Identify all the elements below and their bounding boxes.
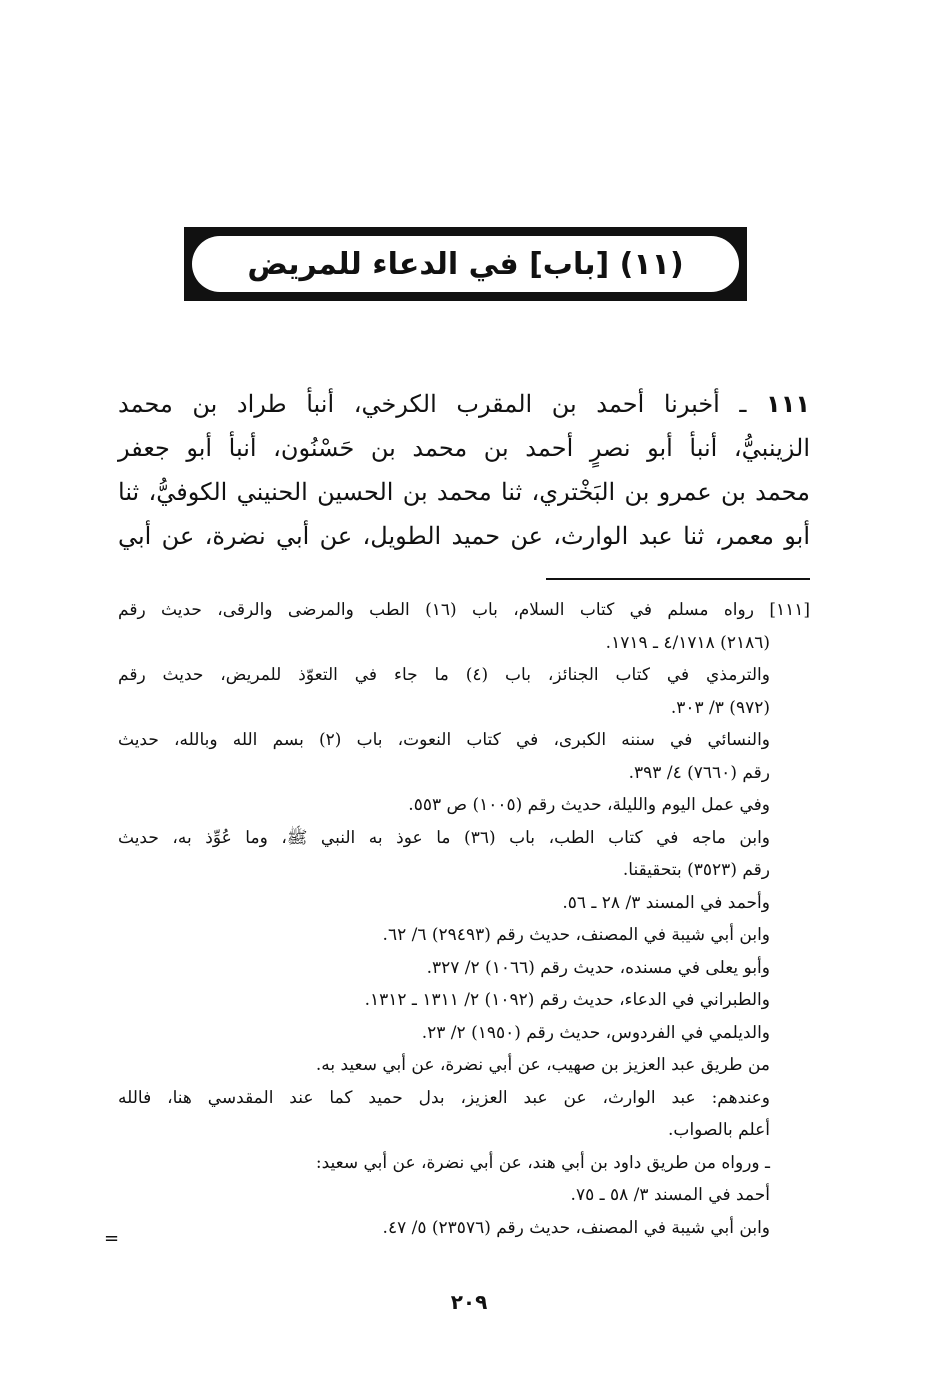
footnote-line: وابن أبي شيبة في المصنف، حديث رقم (٢٣٥٧٦) ٥/ ٤٧. xyxy=(382,1217,770,1238)
footnote-line: والنسائي في سننه الكبرى، في كتاب النعوت، باب (٢) بسم الله وبالله، حديث xyxy=(118,730,770,750)
footnote-line: أحمد في المسند ٣/ ٥٨ ـ ٧٥. xyxy=(570,1185,770,1205)
footnote-line: وابن ماجه في كتاب الطب، باب (٣٦) ما عوذ به النبي ﷺ، وما عُوِّذ به، حديث xyxy=(118,827,770,848)
footnote-line: وفي عمل اليوم والليلة، حديث رقم (١٠٠٥) ص ٥٥٣. xyxy=(408,795,770,815)
hadith-line-3: محمد بن عمرو بن البَخْتري، ثنا محمد بن الحسين الحنيني الكوفيُّ، ثنا xyxy=(118,478,810,506)
footnote-line: ـ ورواه من طريق داود بن أبي هند، عن أبي نضرة، عن أبي سعيد: xyxy=(315,1152,770,1173)
footnote-separator xyxy=(546,578,810,580)
continuation-mark: = xyxy=(104,1228,120,1249)
hadith-line-1-text: ـ أخبرنا أحمد بن المقرب الكرخي، أنبأ طراد بن محمد xyxy=(118,390,747,418)
hadith-number: ١١١ xyxy=(766,390,810,418)
footnote-line: وأبو يعلى في مسنده، حديث رقم (١٠٦٦) ٢/ ٣٢٧. xyxy=(426,957,770,978)
footnote-line: والترمذي في كتاب الجنائز، باب (٤) ما جاء في التعوّذ للمريض، حديث رقم xyxy=(118,665,770,685)
footnote-line: وعندهم: عبد الوارث، عن عبد العزيز، بدل حميد كما عند المقدسي هنا، فالله xyxy=(118,1087,770,1108)
hadith-line-1 xyxy=(118,382,810,426)
footnote-line: وأحمد في المسند ٣/ ٢٨ ـ ٥٦. xyxy=(562,892,770,913)
hadith-text xyxy=(118,382,810,558)
footnote-line: (٢١٨٦) ٤/١٧١٨ ـ ١٧١٩. xyxy=(605,632,770,653)
footnote-line: رقم (٣٥٢٣) بتحقيقنا. xyxy=(622,860,770,880)
footnote-line: والديلمي في الفردوس، حديث رقم (١٩٥٠) ٢/ ٢٣. xyxy=(421,1022,770,1043)
chapter-title: (١١) [باب] في الدعاء للمريض xyxy=(247,246,684,282)
chapter-heading-frame xyxy=(184,227,747,301)
footnotes xyxy=(118,594,810,1244)
hadith-line-2: الزينبيُّ، أنبأ أبو نصرٍ أحمد بن محمد بن حَسْنُون، أنبأ أبو جعفر xyxy=(118,434,810,462)
footnote-line: رقم (٧٦٦٠) ٤/ ٣٩٣. xyxy=(628,762,770,783)
chapter-heading-inner xyxy=(192,236,739,292)
footnote-line: من طريق عبد العزيز بن صهيب، عن أبي نضرة، عن أبي سعيد به. xyxy=(315,1055,770,1075)
footnote-line: والطبراني في الدعاء، حديث رقم (١٠٩٢) ٢/ ١٣١١ ـ ١٣١٢. xyxy=(364,990,770,1010)
footnote-line: [١١١] رواه مسلم في كتاب السلام، باب (١٦) الطب والمرضى والرقى، حديث رقم xyxy=(118,600,810,620)
page-number: ٢٠٩ xyxy=(450,1290,488,1314)
footnote-line: أعلم بالصواب. xyxy=(668,1120,770,1140)
footnote-line: وابن أبي شيبة في المصنف، حديث رقم (٢٩٤٩٣) ٦/ ٦٢. xyxy=(382,925,770,945)
footnote-line: (٩٧٢) ٣/ ٣٠٣. xyxy=(670,697,770,718)
hadith-line-4: أبو معمر، ثنا عبد الوارث، عن حميد الطويل، عن أبي نضرة، عن أبي xyxy=(118,522,810,550)
